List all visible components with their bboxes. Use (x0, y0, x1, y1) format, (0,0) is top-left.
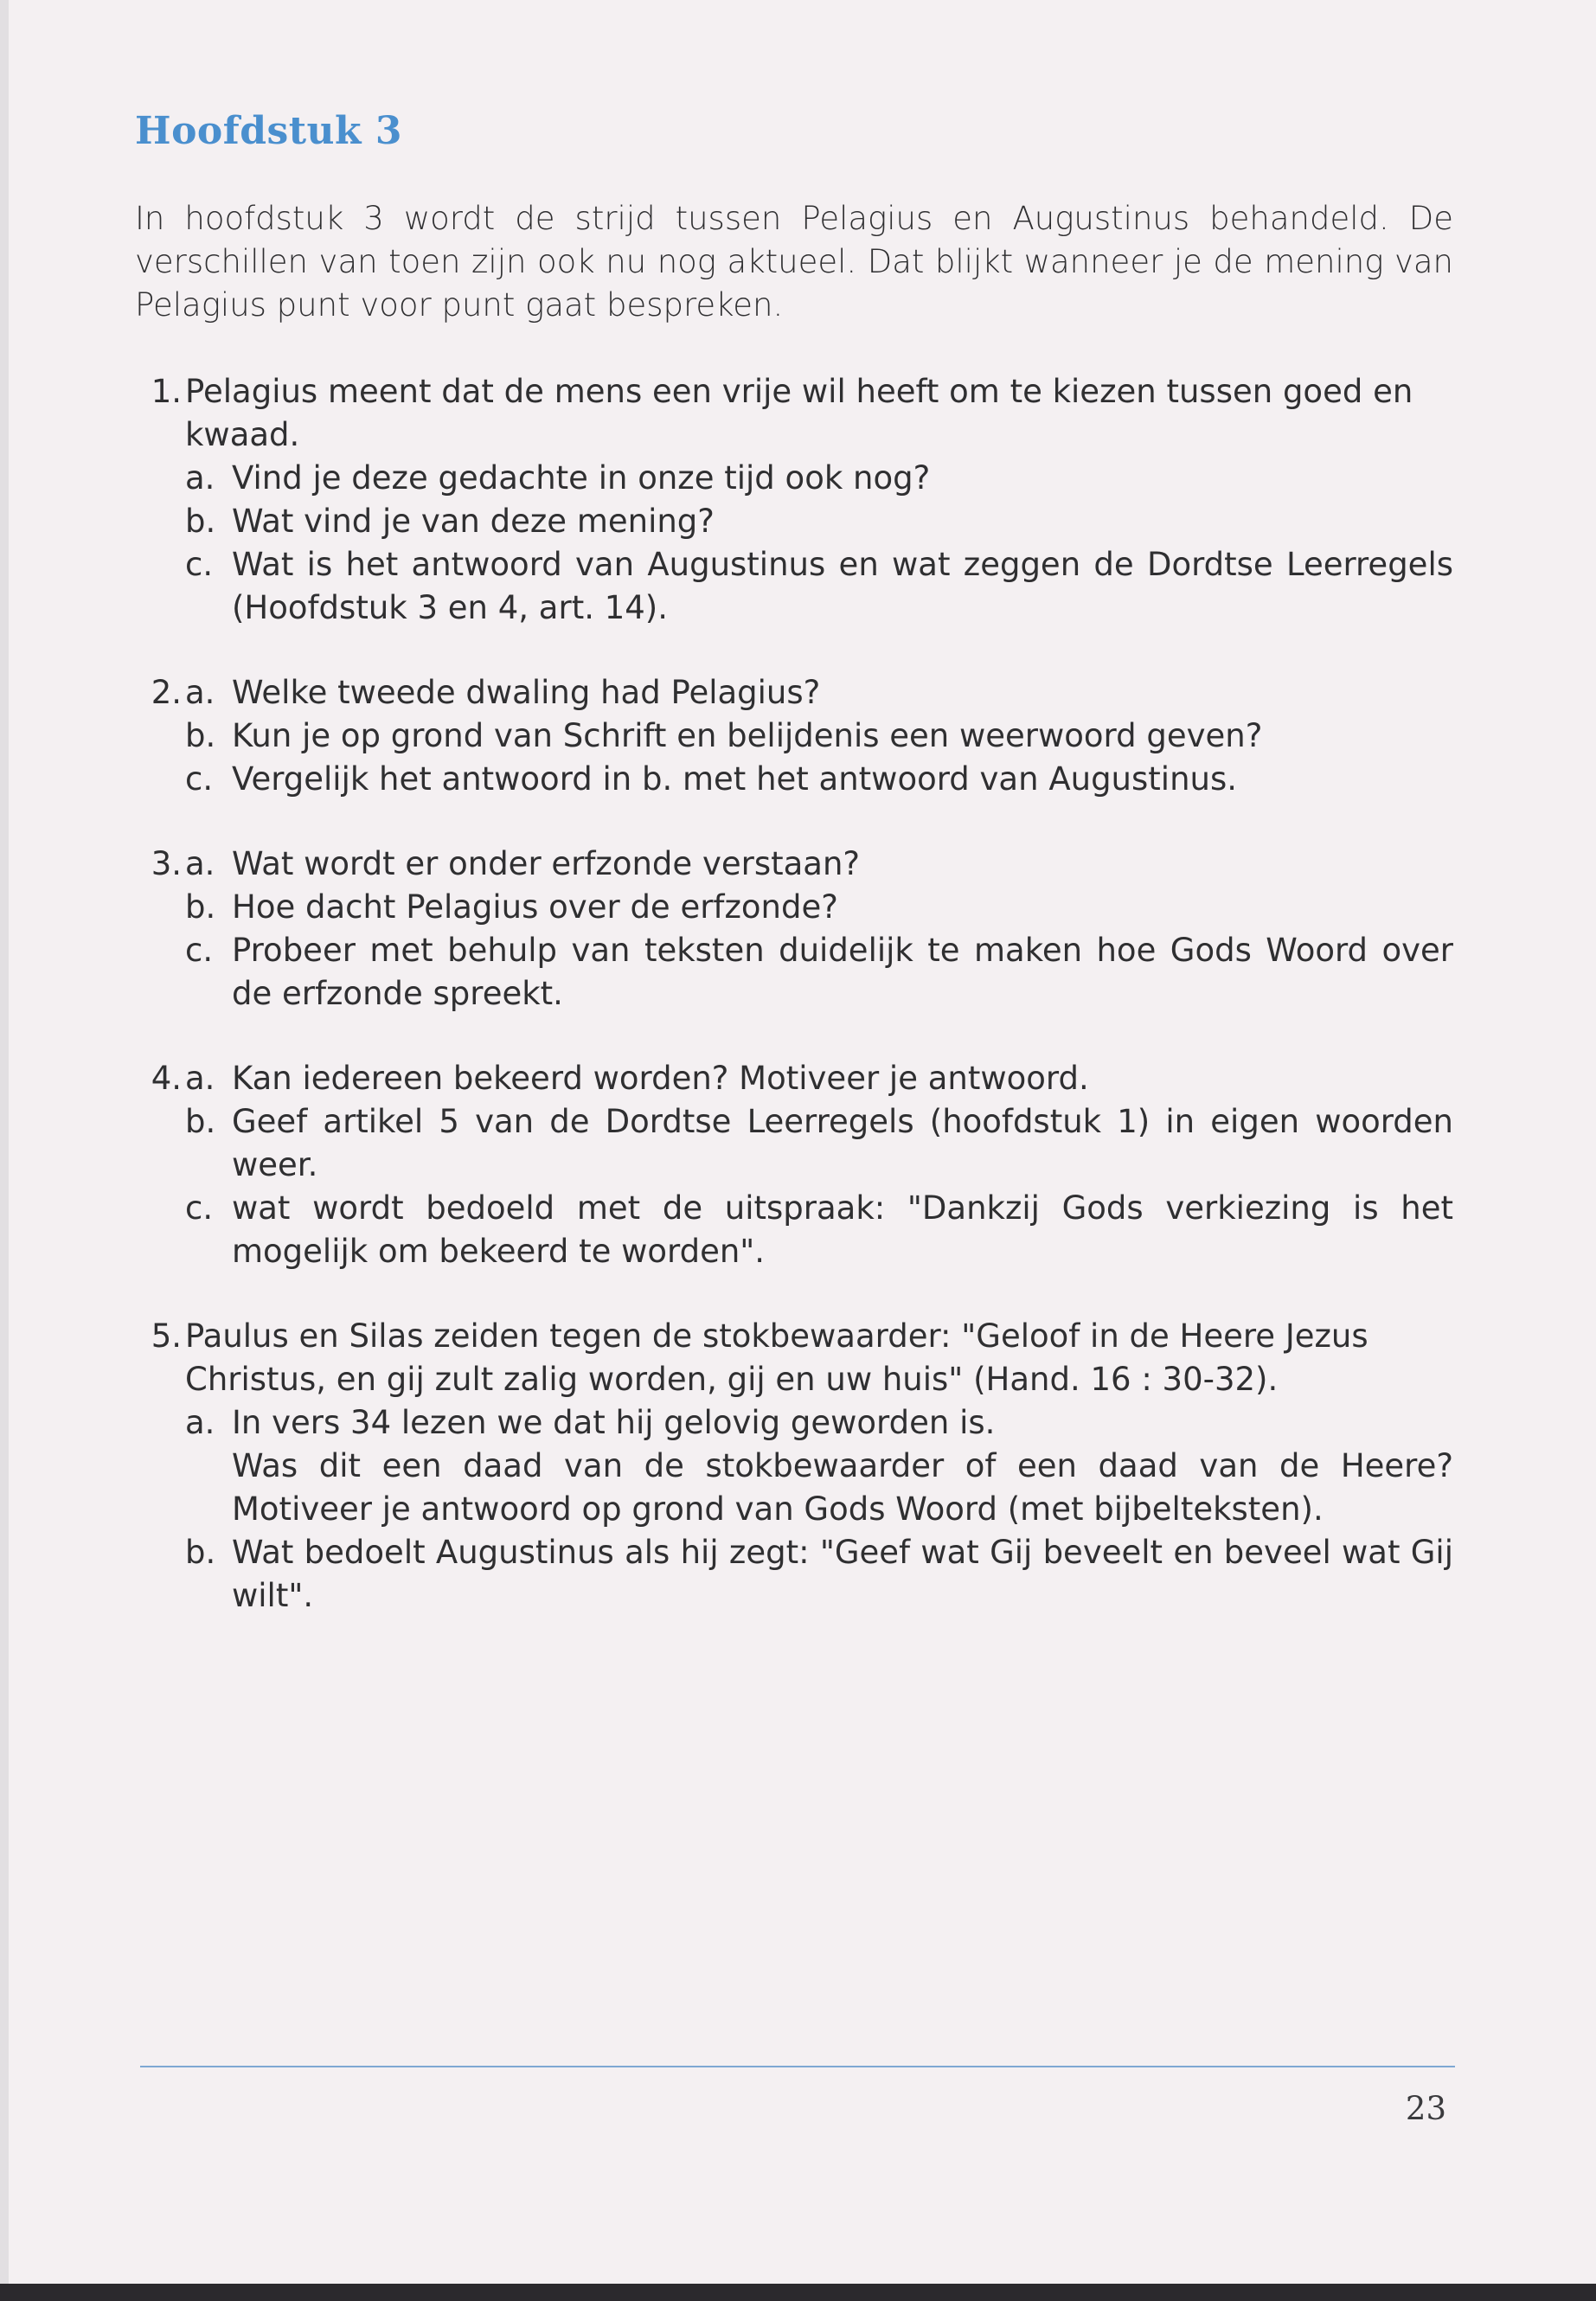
sub-question-letter: b. (185, 888, 216, 926)
question-text: Paulus en Silas zeiden tegen de stokbewaarder: "Geloof in de Heere Jezus Christus, en gij zult zalig worden, gij en uw huis" (Hand. 16 : 30-32). (185, 1317, 1368, 1398)
sub-question-letter: c. (185, 932, 214, 969)
sub-question-line: Was dit een daad van de stokbewaarder of een daad van de Heere? Motiveer je antwoord op grond van Gods Woord (met bijbelteksten). (232, 1447, 1453, 1528)
sub-question-text: Vergelijk het antwoord in b. met het antwoord van Augustinus. (232, 760, 1238, 798)
footer-rule (140, 2066, 1455, 2067)
sub-question-letter: b. (185, 717, 216, 754)
page-bottom-edge (0, 2284, 1596, 2301)
question-number: 3. (151, 845, 182, 882)
question-3 (135, 843, 1453, 1016)
sub-question-text: Kan iedereen bekeerd worden? Motiveer je antwoord. (232, 1060, 1089, 1097)
sub-question-letter: b. (185, 1534, 216, 1571)
question-5 (135, 1315, 1453, 1618)
sub-question-text: Hoe dacht Pelagius over de erfzonde? (232, 888, 838, 926)
sub-question-4a (185, 1057, 1453, 1100)
sub-question-letter: a. (185, 1404, 215, 1441)
question-1 (135, 370, 1453, 630)
sub-question-1a (185, 457, 1453, 500)
question-number: 1. (151, 373, 182, 410)
question-list (135, 370, 1453, 1659)
page-number: 23 (1405, 2090, 1446, 2127)
sub-question-2a (185, 671, 1453, 715)
sub-question-1c (185, 543, 1453, 630)
sub-question-letter: b. (185, 1103, 216, 1140)
sub-question-3a (185, 843, 1453, 886)
sub-question-text: Wat bedoelt Augustinus als hij zegt: "Geef wat Gij beveelt en beveel wat Gij wilt". (232, 1534, 1453, 1614)
question-text: Pelagius meent dat de mens een vrije wil heeft om te kiezen tussen goed en kwaad. (185, 373, 1413, 453)
sub-question-text: Geef artikel 5 van de Dordtse Leerregels (hoofdstuk 1) in eigen woorden weer. (232, 1103, 1453, 1183)
sub-question-letter: a. (185, 1060, 215, 1097)
sub-question-4c (185, 1187, 1453, 1273)
sub-question-5b (185, 1531, 1453, 1618)
sub-question-text (232, 1401, 1453, 1531)
sub-question-text: Wat vind je van deze mening? (232, 503, 715, 540)
book-page (9, 0, 1596, 2284)
question-4 (135, 1057, 1453, 1273)
sub-question-text: Kun je op grond van Schrift en belijdenis een weerwoord geven? (232, 717, 1263, 754)
sub-question-2b (185, 715, 1453, 758)
sub-question-4b (185, 1100, 1453, 1187)
sub-question-text: Wat wordt er onder erfzonde verstaan? (232, 845, 861, 882)
sub-question-letter: a. (185, 845, 215, 882)
question-2 (135, 671, 1453, 801)
sub-question-text: Welke tweede dwaling had Pelagius? (232, 674, 821, 711)
sub-question-3c (185, 929, 1453, 1016)
sub-question-letter: a. (185, 459, 215, 497)
sub-question-text: Wat is het antwoord van Augustinus en wat zeggen de Dordtse Leerregels (Hoofdstuk 3 en 4, art. 14). (232, 546, 1453, 626)
sub-question-letter: b. (185, 503, 216, 540)
chapter-heading: Hoofdstuk 3 (135, 109, 402, 153)
page-left-edge (0, 0, 9, 2301)
sub-question-line: In vers 34 lezen we dat hij gelovig geworden is. (232, 1404, 996, 1441)
sub-question-5a (185, 1401, 1453, 1531)
intro-paragraph: In hoofdstuk 3 wordt de strijd tussen Pelagius en Augustinus behandeld. De verschillen van toen zijn ook nu nog aktueel. Dat blijkt wanneer je de mening van Pelagius punt voor punt gaat bespreken. (135, 200, 1453, 324)
sub-question-letter: a. (185, 674, 215, 711)
sub-question-text: Probeer met behulp van teksten duidelijk te maken hoe Gods Woord over de erfzonde spreekt. (232, 932, 1453, 1012)
sub-question-text: wat wordt bedoeld met de uitspraak: "Dankzij Gods verkiezing is het mogelijk om bekeerd te worden". (232, 1189, 1453, 1270)
sub-question-3b (185, 886, 1453, 929)
sub-question-1b (185, 500, 1453, 543)
sub-question-text: Vind je deze gedachte in onze tijd ook nog? (232, 459, 931, 497)
question-number: 4. (151, 1060, 182, 1097)
sub-question-letter: c. (185, 546, 214, 583)
sub-question-letter: c. (185, 760, 214, 798)
question-number: 2. (151, 674, 182, 711)
sub-question-letter: c. (185, 1189, 214, 1227)
sub-question-2c (185, 758, 1453, 801)
question-number: 5. (151, 1317, 182, 1355)
